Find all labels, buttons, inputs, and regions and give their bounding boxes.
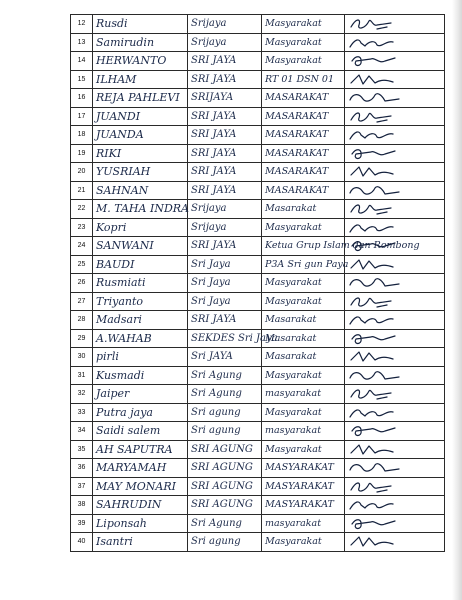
row-number: 21 [71, 181, 93, 200]
name-cell: ILHAM [93, 70, 188, 89]
signature-cell [345, 70, 445, 89]
occupation-cell: Masyarakat [262, 33, 345, 52]
occupation-cell: Masyarakat [262, 15, 345, 34]
occupation-cell: MASARAKAT [262, 89, 345, 108]
table-row [71, 200, 445, 219]
table-row [71, 329, 445, 348]
occupation-cell: Masyarakat [262, 533, 345, 552]
row-number: 33 [71, 403, 93, 422]
table-row [71, 533, 445, 552]
handwritten-signature [347, 182, 407, 199]
handwritten-signature [347, 478, 407, 495]
name-cell: SAHRUDIN [93, 496, 188, 515]
handwritten-signature [347, 256, 407, 273]
table-row [71, 181, 445, 200]
row-number: 13 [71, 33, 93, 52]
table-row [71, 163, 445, 182]
name-cell: REJA PAHLEVI [93, 89, 188, 108]
row-number: 26 [71, 274, 93, 293]
occupation-cell: Masyarakat [262, 366, 345, 385]
name-cell: JUANDI [93, 107, 188, 126]
handwritten-signature [347, 219, 407, 236]
occupation-cell: Masarakat [262, 311, 345, 330]
address-cell: SRI JAYA [188, 311, 262, 330]
address-cell: SRI JAYA [188, 107, 262, 126]
signature-cell [345, 477, 445, 496]
table-row [71, 366, 445, 385]
row-number: 15 [71, 70, 93, 89]
attendance-rows [71, 15, 445, 552]
address-cell: SRI JAYA [188, 181, 262, 200]
name-cell: A.WAHAB [93, 329, 188, 348]
address-cell: SRI JAYA [188, 237, 262, 256]
handwritten-signature [347, 496, 407, 513]
occupation-cell: Masarakat [262, 200, 345, 219]
name-cell: BAUDI [93, 255, 188, 274]
table-row [71, 292, 445, 311]
name-cell: M. TAHA INDRA [93, 200, 188, 219]
address-cell: SRI AGUNG [188, 496, 262, 515]
row-number: 29 [71, 329, 93, 348]
table-row [71, 33, 445, 52]
address-cell: SRIJAYA [188, 89, 262, 108]
row-number: 24 [71, 237, 93, 256]
name-cell: RIKI [93, 144, 188, 163]
handwritten-signature [347, 330, 407, 347]
address-cell: SRI JAYA [188, 52, 262, 71]
address-cell: Srijaya [188, 200, 262, 219]
table-row [71, 218, 445, 237]
address-cell: SRI AGUNG [188, 477, 262, 496]
occupation-cell: Ketua Grup Islam dan Rombong [262, 237, 345, 256]
table-row [71, 514, 445, 533]
table-row [71, 422, 445, 441]
signature-cell [345, 459, 445, 478]
name-cell: Isantri [93, 533, 188, 552]
address-cell: Sri Jaya [188, 255, 262, 274]
signature-cell [345, 89, 445, 108]
signature-cell [345, 15, 445, 34]
row-number: 12 [71, 15, 93, 34]
name-cell: Madsari [93, 311, 188, 330]
table-row [71, 459, 445, 478]
name-cell: SAHNAN [93, 181, 188, 200]
signature-cell [345, 366, 445, 385]
handwritten-signature [347, 15, 407, 32]
handwritten-signature [347, 52, 407, 69]
handwritten-signature [347, 89, 407, 106]
row-number: 22 [71, 200, 93, 219]
signature-cell [345, 107, 445, 126]
signature-cell [345, 533, 445, 552]
occupation-cell: MASARAKAT [262, 126, 345, 145]
occupation-cell: Masyarakat [262, 52, 345, 71]
signature-cell [345, 403, 445, 422]
handwritten-signature [347, 71, 407, 88]
occupation-cell: MASYARAKAT [262, 496, 345, 515]
page-edge-shadow [452, 0, 462, 600]
address-cell: Sri Agung [188, 385, 262, 404]
row-number: 34 [71, 422, 93, 441]
handwritten-signature [347, 348, 407, 365]
row-number: 27 [71, 292, 93, 311]
row-number: 39 [71, 514, 93, 533]
table-row [71, 311, 445, 330]
row-number: 20 [71, 163, 93, 182]
address-cell: Sri Agung [188, 366, 262, 385]
name-cell: Samirudin [93, 33, 188, 52]
occupation-cell: masyarakat [262, 385, 345, 404]
table-row [71, 15, 445, 34]
handwritten-signature [347, 293, 407, 310]
signature-cell [345, 440, 445, 459]
row-number: 17 [71, 107, 93, 126]
row-number: 37 [71, 477, 93, 496]
signature-cell [345, 348, 445, 367]
name-cell: MARYAMAH [93, 459, 188, 478]
row-number: 19 [71, 144, 93, 163]
address-cell: Sri Jaya [188, 274, 262, 293]
signature-cell [345, 292, 445, 311]
row-number: 18 [71, 126, 93, 145]
handwritten-signature [347, 533, 407, 550]
name-cell: Liponsah [93, 514, 188, 533]
table-row [71, 274, 445, 293]
occupation-cell: MASYARAKAT [262, 459, 345, 478]
handwritten-signature [347, 422, 407, 439]
address-cell: Sri agung [188, 422, 262, 441]
table-row [71, 477, 445, 496]
name-cell: pirli [93, 348, 188, 367]
occupation-cell: P3A Sri gun Paya [262, 255, 345, 274]
address-cell: Sri agung [188, 403, 262, 422]
table-row [71, 70, 445, 89]
address-cell: Sri agung [188, 533, 262, 552]
occupation-cell: MASARAKAT [262, 163, 345, 182]
occupation-cell: MASARAKAT [262, 107, 345, 126]
occupation-cell: Masyarakat [262, 218, 345, 237]
handwritten-signature [347, 404, 407, 421]
signature-cell [345, 181, 445, 200]
name-cell: Rusmiati [93, 274, 188, 293]
name-cell: Triyanto [93, 292, 188, 311]
name-cell: YUSRIAH [93, 163, 188, 182]
occupation-cell: Masarakat [262, 348, 345, 367]
table-row [71, 403, 445, 422]
row-number: 14 [71, 52, 93, 71]
signature-cell [345, 33, 445, 52]
handwritten-signature [347, 145, 407, 162]
address-cell: Srijaya [188, 218, 262, 237]
signature-cell [345, 329, 445, 348]
table-row [71, 52, 445, 71]
occupation-cell: Masarakat [262, 329, 345, 348]
signature-cell [345, 200, 445, 219]
address-cell: SRI JAYA [188, 144, 262, 163]
row-number: 23 [71, 218, 93, 237]
occupation-cell: Masyarakat [262, 274, 345, 293]
address-cell: SRI JAYA [188, 126, 262, 145]
occupation-cell: Masyarakat [262, 440, 345, 459]
signature-cell [345, 144, 445, 163]
handwritten-signature [347, 367, 407, 384]
name-cell: Kopri [93, 218, 188, 237]
handwritten-signature [347, 459, 407, 476]
name-cell: MAY MONARI [93, 477, 188, 496]
occupation-cell: MASARAKAT [262, 181, 345, 200]
address-cell: Sri Jaya [188, 292, 262, 311]
name-cell: Jaiper [93, 385, 188, 404]
signature-cell [345, 385, 445, 404]
signature-cell [345, 274, 445, 293]
occupation-cell: Masyarakat [262, 292, 345, 311]
table-row [71, 144, 445, 163]
table-row [71, 496, 445, 515]
row-number: 38 [71, 496, 93, 515]
signature-cell [345, 163, 445, 182]
name-cell: AH SAPUTRA [93, 440, 188, 459]
occupation-cell: masyarakat [262, 514, 345, 533]
occupation-cell: MASYARAKAT [262, 477, 345, 496]
address-cell: Sri JAYA [188, 348, 262, 367]
row-number: 35 [71, 440, 93, 459]
name-cell: Rusdi [93, 15, 188, 34]
address-cell: SEKDES Sri Jaya [188, 329, 262, 348]
row-number: 31 [71, 366, 93, 385]
table-row [71, 385, 445, 404]
handwritten-signature [347, 163, 407, 180]
name-cell: Putra jaya [93, 403, 188, 422]
signature-cell [345, 422, 445, 441]
table-row [71, 237, 445, 256]
table-row [71, 440, 445, 459]
name-cell: JUANDA [93, 126, 188, 145]
row-number: 32 [71, 385, 93, 404]
handwritten-signature [347, 126, 407, 143]
row-number: 36 [71, 459, 93, 478]
attendance-table [70, 14, 445, 552]
handwritten-signature [347, 311, 407, 328]
row-number: 28 [71, 311, 93, 330]
handwritten-signature [347, 274, 407, 291]
handwritten-signature [347, 515, 407, 532]
occupation-cell: RT 01 DSN 01 [262, 70, 345, 89]
occupation-cell: MASARAKAT [262, 144, 345, 163]
row-number: 40 [71, 533, 93, 552]
signature-cell [345, 218, 445, 237]
table-row [71, 89, 445, 108]
row-number: 30 [71, 348, 93, 367]
signature-cell [345, 311, 445, 330]
name-cell: Saidi salem [93, 422, 188, 441]
name-cell: SANWANI [93, 237, 188, 256]
signature-cell [345, 52, 445, 71]
row-number: 16 [71, 89, 93, 108]
signature-cell [345, 514, 445, 533]
row-number: 25 [71, 255, 93, 274]
occupation-cell: masyarakat [262, 422, 345, 441]
handwritten-signature [347, 441, 407, 458]
name-cell: Kusmadi [93, 366, 188, 385]
handwritten-signature [347, 108, 407, 125]
signature-cell [345, 496, 445, 515]
address-cell: SRI AGUNG [188, 459, 262, 478]
address-cell: Srijaya [188, 33, 262, 52]
handwritten-signature [347, 200, 407, 217]
table-row [71, 107, 445, 126]
address-cell: SRI AGUNG [188, 440, 262, 459]
occupation-cell: Masyarakat [262, 403, 345, 422]
address-cell: Srijaya [188, 15, 262, 34]
table-row [71, 126, 445, 145]
table-row [71, 255, 445, 274]
name-cell: HERWANTO [93, 52, 188, 71]
address-cell: Sri Agung [188, 514, 262, 533]
handwritten-signature [347, 385, 407, 402]
handwritten-signature [347, 34, 407, 51]
signature-cell [345, 126, 445, 145]
table-row [71, 348, 445, 367]
signature-cell [345, 255, 445, 274]
address-cell: SRI JAYA [188, 163, 262, 182]
address-cell: SRI JAYA [188, 70, 262, 89]
attendance-sheet [70, 14, 444, 552]
